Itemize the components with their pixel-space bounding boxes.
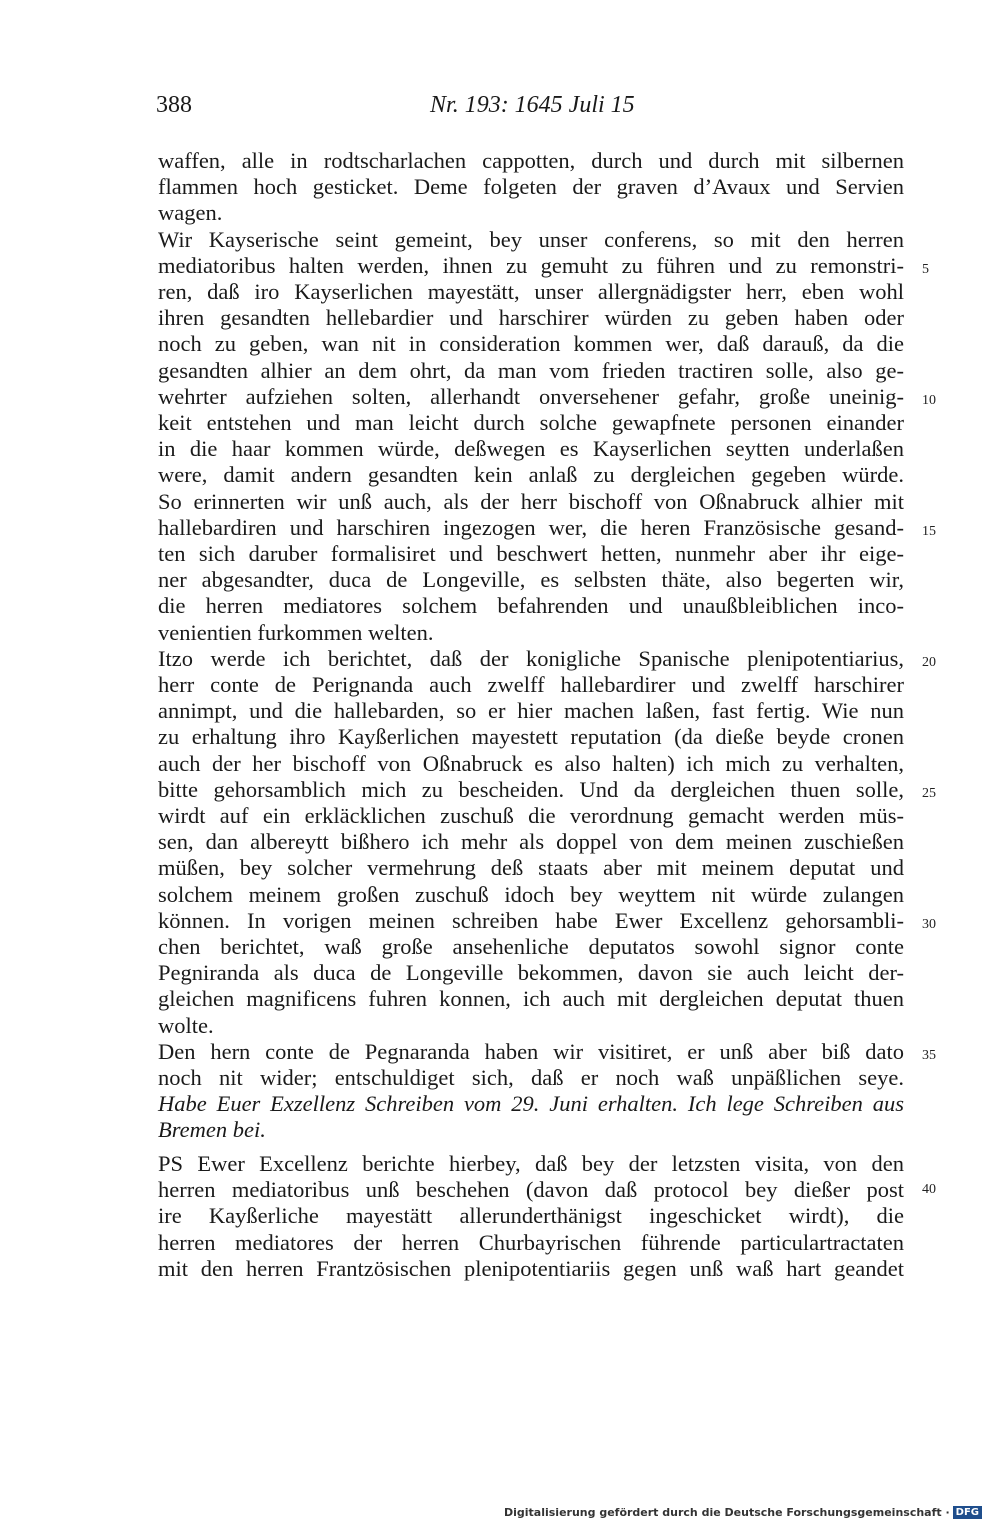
text-line: ner abgesandter, duca de Longeville, es selbsten thäte, also begerten wir,: [158, 567, 904, 593]
line-number: 20: [922, 654, 936, 670]
text-line: annimpt, und die hallebarden, so er hier machen laßen, fast fertig. Wie nun: [158, 698, 904, 724]
text-line: keit entstehen und man leicht durch solche gewapfnete personen einander: [158, 410, 904, 435]
page-number: 388: [156, 92, 192, 118]
text-line: PS Ewer Excellenz berichte hierbey, daß bey der letzsten visita, von den: [158, 1151, 904, 1176]
editorial-summary-line: Habe Euer Exzellenz Schreiben vom 29. Juni erhalten. Ich lege Schreiben aus: [158, 1091, 904, 1117]
text-line: Itzo werde ich berichtet, daß der konigliche Spanische plenipotentiarius,: [158, 645, 904, 671]
line-number: 10: [922, 392, 936, 408]
text-line: wehrter aufziehen solten, allerhandt onversehener gefahr, große uneinig-: [158, 383, 904, 409]
text-line: hallebardiren und harschiren ingezogen wer, die heren Französische gesand-: [158, 514, 904, 540]
line-number: 30: [922, 916, 936, 932]
text-line: waffen, alle in rodtscharlachen cappotten, durch und durch mit silbernen: [158, 148, 904, 173]
text-line: ren, daß iro Kayserlichen mayestätt, unser allergnädigster herr, eben wohl: [158, 279, 904, 304]
text-line: herren mediatoribus unß beschehen (davon daß protocol bey dießer post: [158, 1177, 904, 1203]
text-line: mediatoribus halten werden, ihnen zu gemuht zu führen und zu remonstri-: [158, 252, 904, 278]
editorial-summary-line: Bremen bei.: [158, 1117, 266, 1143]
line-number: 35: [922, 1047, 936, 1063]
text-line: ire Kayßerliche mayestätt allerunderthänigst ingeschicket wirdt), die: [158, 1203, 904, 1229]
text-line: were, damit andern gesandten kein anlaß zu dergleichen gegeben würde.: [158, 462, 904, 488]
digitization-credit: [504, 1506, 982, 1519]
text-line: Den hern conte de Pegnaranda haben wir visitiret, er unß aber biß dato: [158, 1038, 904, 1064]
text-line: wagen.: [158, 200, 223, 226]
text-line: bitte gehorsamblich mich zu bescheiden. Und da dergleichen thuen solle,: [158, 776, 904, 802]
text-line: Pegniranda als duca de Longeville bekommen, davon sie auch leicht der-: [158, 960, 904, 986]
text-line: können. In vorigen meinen schreiben habe Ewer Excellenz gehorsambli-: [158, 907, 904, 933]
text-line: noch zu geben, wan nit in consideration kommen wer, daß darauß, da die: [158, 331, 904, 357]
text-line: gesandten alhier an dem ohrt, da man vom frieden tractiren solle, also ge-: [158, 357, 904, 383]
line-number: 15: [922, 523, 936, 539]
text-line: ihren gesandten hellebardier und harschirer würden zu geben haben oder: [158, 305, 904, 331]
text-line: mit den herren Frantzösischen plenipotentiariis gegen unß waß hart geandet: [158, 1255, 904, 1281]
text-line: zu erhaltung ihro Kayßerlichen mayestett reputation (da dieße beyde cronen: [158, 724, 904, 750]
dfg-logo: DFG: [953, 1506, 982, 1519]
text-line: auch der her bischoff von Oßnabruck es also halten) ich mich zu verhalten,: [158, 750, 904, 776]
text-line: wirdt auf ein erkläcklichen zuschuß die verordnung gemacht werden müs-: [158, 803, 904, 828]
text-line: solchem meinem großen zuschuß idoch bey weyttem nit würde zulangen: [158, 881, 904, 907]
text-line: chen berichtet, waß große ansehenliche deputatos sowohl signor conte: [158, 934, 904, 959]
line-number: 40: [922, 1182, 936, 1198]
text-line: sen, dan albereytt bißhero ich mehr als doppel von dem meinen zuschießen: [158, 829, 904, 855]
text-line: flammen hoch gesticket. Deme folgeten der graven d’Avaux und Servien: [158, 174, 904, 200]
text-line: ten sich daruber formalisiret und beschwert hetten, nunmehr aber ihr eige-: [158, 541, 904, 566]
text-line: müßen, bey solcher vermehrung deß staats aber mit meinem deputat und: [158, 855, 904, 881]
text-line: in die haar kommen würde, deßwegen es Kayserlichen seytten underlaßen: [158, 436, 904, 462]
text-line: gleichen magnificens fuhren konnen, ich auch mit dergleichen deputat thuen: [158, 986, 904, 1012]
text-line: die herren mediatores solchem befahrenden und unaußbleiblichen inco-: [158, 593, 904, 619]
running-head: Nr. 193: 1645 Juli 15: [430, 92, 635, 118]
text-line: herren mediatores der herren Churbayrischen führende particulartractaten: [158, 1229, 904, 1255]
line-number: 25: [922, 785, 936, 801]
text-line: Wir Kayserische seint gemeint, bey unser conferens, so mit den herren: [158, 226, 904, 252]
text-line: So erinnerten wir unß auch, als der herr bischoff von Oßnabruck alhier mit: [158, 488, 904, 514]
text-line: wolte.: [158, 1012, 214, 1038]
text-line: venientien furkommen welten.: [158, 619, 434, 645]
text-line: herr conte de Perignanda auch zwelff hallebardirer und zwelff harschirer: [158, 672, 904, 697]
text-line: noch nit wider; entschuldiget sich, daß er noch waß unpäßlichen seye.: [158, 1065, 904, 1090]
credit-text: Digitalisierung gefördert durch die Deutsche Forschungsgemeinschaft ·: [503, 1506, 950, 1519]
line-number: 5: [922, 261, 929, 277]
